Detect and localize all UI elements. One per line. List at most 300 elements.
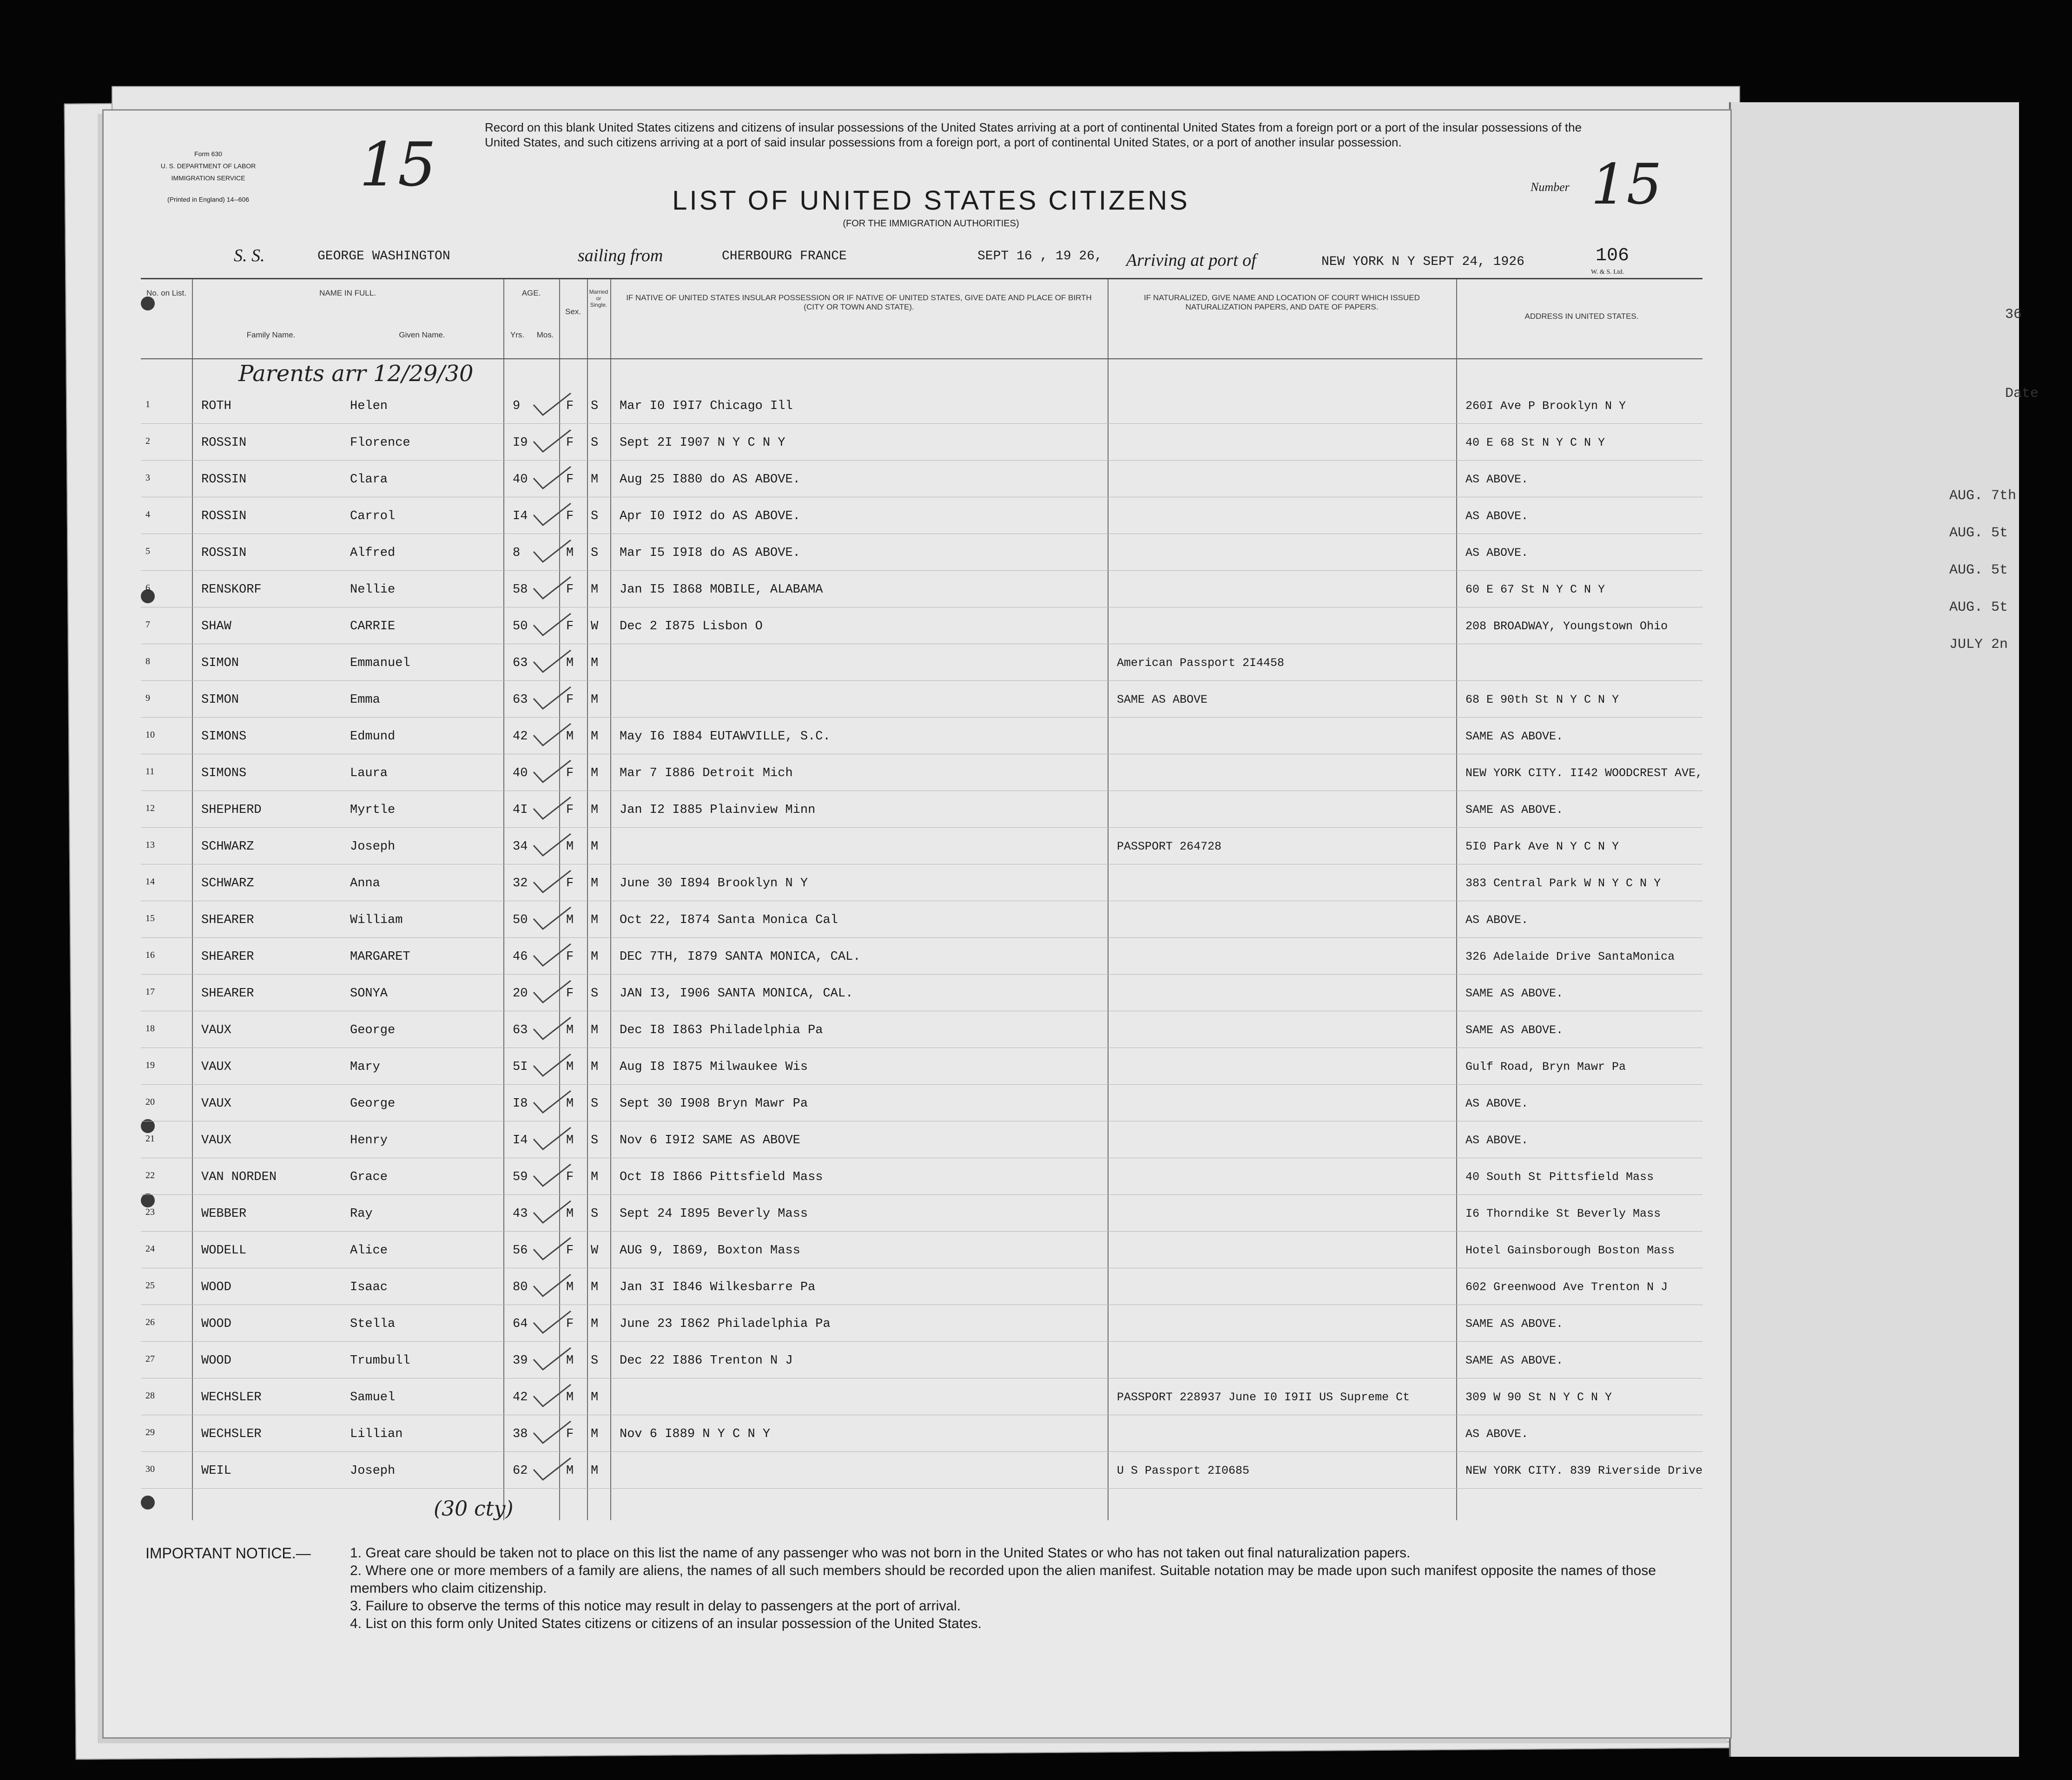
naturalization-info: SAME AS ABOVE <box>1117 693 1208 706</box>
row-number: 3 <box>145 473 150 483</box>
ss-label: S. S. <box>234 246 265 265</box>
given-name: Emmanuel <box>350 656 410 670</box>
row-number: 4 <box>145 509 150 520</box>
checkmark-icon <box>531 831 573 859</box>
address: AS ABOVE. <box>1465 473 1529 486</box>
checkmark-icon <box>531 1419 573 1447</box>
checkmark-icon <box>531 685 573 712</box>
family-name: VAUX <box>201 1097 231 1111</box>
checkmark-icon <box>531 538 573 566</box>
age-years: 56 <box>513 1244 528 1258</box>
given-name: George <box>350 1097 396 1111</box>
address: AS ABOVE. <box>1465 1134 1529 1147</box>
age-years: I8 <box>513 1097 528 1111</box>
sex: F <box>566 1317 574 1331</box>
family-name: SHEARER <box>201 913 254 927</box>
address: 40 E 68 St N Y C N Y <box>1465 436 1605 449</box>
form-service: IMMIGRATION SERVICE <box>171 174 245 182</box>
row-number: 9 <box>145 693 150 703</box>
given-name: George <box>350 1023 396 1037</box>
sex: F <box>566 620 574 633</box>
given-name: SONYA <box>350 987 388 1001</box>
family-name: SCHWARZ <box>201 840 254 854</box>
marital-status: W <box>591 620 599 633</box>
address: 40 South St Pittsfield Mass <box>1465 1170 1654 1184</box>
checkmark-icon <box>531 758 573 786</box>
marital-status: M <box>591 1427 599 1441</box>
family-name: SCHWARZ <box>201 877 254 890</box>
family-name: VAUX <box>201 1023 231 1037</box>
row-divider <box>141 1341 1702 1342</box>
row-divider <box>141 1084 1702 1085</box>
address: Hotel Gainsborough Boston Mass <box>1465 1244 1675 1257</box>
birth-info: Dec 2 I875 Lisbon O <box>620 620 763 633</box>
arriving-label: Arriving at port of <box>1126 251 1256 270</box>
birth-info: June 30 I894 Brooklyn N Y <box>620 877 808 890</box>
header-address: ADDRESS IN UNITED STATES. <box>1524 312 1639 321</box>
row-number: 20 <box>145 1097 155 1107</box>
given-name: Clara <box>350 473 388 487</box>
sailing-date: SEPT 16 , 19 26, <box>977 249 1102 264</box>
row-number: 10 <box>145 730 155 740</box>
sex: M <box>566 1464 574 1478</box>
page-number: 106 <box>1596 245 1630 266</box>
adjacent-sheet-number: 36 <box>2005 307 2022 323</box>
marital-status: M <box>591 950 599 964</box>
checkmark-icon <box>531 905 573 933</box>
row-number: 2 <box>145 436 150 446</box>
sex: M <box>566 1207 574 1221</box>
sex: F <box>566 1427 574 1441</box>
marital-status: M <box>591 1391 599 1404</box>
sex: M <box>566 1354 574 1368</box>
family-name: WEIL <box>201 1464 231 1478</box>
row-number: 11 <box>145 766 155 777</box>
family-name: SHEARER <box>201 950 254 964</box>
sex: F <box>566 1244 574 1258</box>
row-number: 29 <box>145 1427 155 1437</box>
family-name: WODELL <box>201 1244 247 1258</box>
row-divider <box>141 717 1702 718</box>
given-name: Alfred <box>350 546 396 560</box>
notice-item: 2. Where one or more members of a family are aliens, the names of all such members should be recorded upon the alien manifest. Suitable notation may be made upon such manifest opposite the names of those members who claim citizenship. <box>350 1563 1656 1596</box>
birth-info: Nov 6 I889 N Y C N Y <box>620 1427 771 1441</box>
checkmark-icon <box>531 611 573 639</box>
birth-info: Oct 22, I874 Santa Monica Cal <box>620 913 838 927</box>
given-name: Mary <box>350 1060 380 1074</box>
marital-status: S <box>591 546 599 560</box>
adjacent-sheet <box>1729 102 2039 1757</box>
address: 309 W 90 St N Y C N Y <box>1465 1391 1612 1404</box>
checkmark-icon <box>531 1456 573 1483</box>
given-name: Henry <box>350 1134 388 1147</box>
sex: F <box>566 583 574 597</box>
address: 68 E 90th St N Y C N Y <box>1465 693 1619 706</box>
column-divider <box>1456 279 1457 1520</box>
age-years: 80 <box>513 1280 528 1294</box>
family-name: ROSSIN <box>201 509 247 523</box>
notice-item: 3. Failure to observe the terms of this notice may result in delay to passengers at the port of arrival. <box>350 1598 961 1614</box>
given-name: Joseph <box>350 840 396 854</box>
marital-status: M <box>591 766 599 780</box>
family-name: SIMONS <box>201 766 247 780</box>
record-instructions: Record on this blank United States citizens and citizens of insular possessions of the United States arriving at a port of continental United States from a foreign port or a port of the insular possessions of the United States, and such citizens arriving at a port of said insular possessions from a foreign port, a port of continental United States, or a port of another insular possession. <box>485 120 1582 149</box>
form-number: Form 630 <box>194 150 222 158</box>
manifest-page <box>102 109 1732 1739</box>
address: Gulf Road, Bryn Mawr Pa <box>1465 1060 1626 1074</box>
family-name: ROTH <box>201 399 231 413</box>
address: 60 E 67 St N Y C N Y <box>1465 583 1605 596</box>
header-married: Married or Single. <box>589 289 608 308</box>
age-years: 62 <box>513 1464 528 1478</box>
header-name: NAME IN FULL. <box>319 289 376 297</box>
family-name: SHEARER <box>201 987 254 1001</box>
header-naturalized: IF NATURALIZED, GIVE NAME AND LOCATION OF COURT WHICH ISSUED NATURALIZATION PAPERS, AND DATE OF PAPERS. <box>1144 293 1420 311</box>
family-name: WOOD <box>201 1280 231 1294</box>
row-divider <box>141 1194 1702 1195</box>
adjacent-sheet-label: Date <box>2005 386 2039 402</box>
family-name: WEBBER <box>201 1207 247 1221</box>
notice-item: 4. List on this form only United States citizens or citizens of an insular possession of the United States. <box>350 1616 982 1631</box>
column-divider <box>503 279 504 1520</box>
birth-info: May I6 I884 EUTAWVILLE, S.C. <box>620 730 831 744</box>
row-number: 17 <box>145 987 155 997</box>
checkmark-icon <box>531 1235 573 1263</box>
address: I6 Thorndike St Beverly Mass <box>1465 1207 1661 1220</box>
header-sex: Sex. <box>565 307 581 316</box>
marital-status: M <box>591 656 599 670</box>
address: AS ABOVE. <box>1465 913 1529 927</box>
checkmark-icon <box>531 1382 573 1410</box>
address: SAME AS ABOVE. <box>1465 987 1564 1000</box>
birth-info: Oct I8 I866 Pittsfield Mass <box>620 1170 823 1184</box>
given-name: Stella <box>350 1317 396 1331</box>
checkmark-icon <box>531 1272 573 1300</box>
sex: F <box>566 436 574 450</box>
adjacent-date: AUG. 7th <box>1949 488 2017 504</box>
marital-status: M <box>591 1023 599 1037</box>
sex: M <box>566 656 574 670</box>
address: AS ABOVE. <box>1465 509 1529 523</box>
checkmark-icon <box>531 942 573 969</box>
checkmark-icon <box>531 428 573 455</box>
column-divider <box>587 279 588 1520</box>
checkmark-icon <box>531 795 573 823</box>
naturalization-info: U S Passport 2I0685 <box>1117 1464 1250 1477</box>
given-name: Joseph <box>350 1464 396 1478</box>
number-label: Number <box>1531 180 1570 194</box>
given-name: Anna <box>350 877 380 890</box>
birth-info: Aug 25 I880 do AS ABOVE. <box>620 473 800 487</box>
header-given: Given Name. <box>399 330 445 339</box>
checkmark-icon <box>531 868 573 896</box>
form-department: U. S. DEPARTMENT OF LABOR <box>160 162 256 170</box>
given-name: Florence <box>350 436 410 450</box>
row-divider <box>141 1488 1702 1489</box>
given-name: Emma <box>350 693 380 707</box>
age-years: 4I <box>513 803 528 817</box>
address: SAME AS ABOVE. <box>1465 1317 1564 1331</box>
checkmark-icon <box>531 1162 573 1190</box>
given-name: Grace <box>350 1170 388 1184</box>
age-years: 50 <box>513 620 528 633</box>
birth-info: DEC 7TH, I879 SANTA MONICA, CAL. <box>620 950 861 964</box>
age-years: I4 <box>513 1134 528 1147</box>
row-divider <box>141 423 1702 424</box>
form-info <box>145 148 271 205</box>
given-name: Lillian <box>350 1427 403 1441</box>
address: NEW YORK CITY. II42 WOODCREST AVE, <box>1465 766 1703 780</box>
birth-info: Jan I2 I885 Plainview Minn <box>620 803 816 817</box>
marital-status: S <box>591 399 599 413</box>
row-number: 13 <box>145 840 155 850</box>
row-number: 19 <box>145 1060 155 1070</box>
age-years: 63 <box>513 656 528 670</box>
row-number: 6 <box>145 583 150 593</box>
family-name: WECHSLER <box>201 1427 262 1441</box>
given-name: Laura <box>350 766 388 780</box>
given-name: CARRIE <box>350 620 396 633</box>
sex: F <box>566 803 574 817</box>
sailing-label: sailing from <box>578 246 663 265</box>
adjacent-date: AUG. 5t <box>1949 525 2008 541</box>
checkmark-icon <box>531 648 573 676</box>
birth-info: Mar 7 I886 Detroit Mich <box>620 766 793 780</box>
family-name: SIMON <box>201 656 239 670</box>
row-divider <box>141 1451 1702 1452</box>
row-divider <box>141 974 1702 975</box>
given-name: Ray <box>350 1207 373 1221</box>
age-years: 42 <box>513 730 528 744</box>
address: 383 Central Park W N Y C N Y <box>1465 877 1661 890</box>
age-years: 46 <box>513 950 528 964</box>
adjacent-date: AUG. 5t <box>1949 562 2008 578</box>
address: NEW YORK CITY. 839 Riverside Drive <box>1465 1464 1703 1477</box>
sex: M <box>566 1391 574 1404</box>
checkmark-icon <box>531 1052 573 1080</box>
checkmark-icon <box>531 721 573 749</box>
birth-info: Aug I8 I875 Milwaukee Wis <box>620 1060 808 1074</box>
marital-status: S <box>591 1134 599 1147</box>
age-years: 42 <box>513 1391 528 1404</box>
given-name: Isaac <box>350 1280 388 1294</box>
sex: F <box>566 693 574 707</box>
family-name: SIMONS <box>201 730 247 744</box>
family-name: ROSSIN <box>201 436 247 450</box>
sex: M <box>566 730 574 744</box>
age-years: 38 <box>513 1427 528 1441</box>
marital-status: S <box>591 436 599 450</box>
family-name: WECHSLER <box>201 1391 262 1404</box>
notice-items <box>350 1544 1679 1633</box>
address: 602 Greenwood Ave Trenton N J <box>1465 1280 1668 1294</box>
row-number: 25 <box>145 1280 155 1291</box>
passenger-table <box>141 278 1702 1520</box>
given-name: Edmund <box>350 730 396 744</box>
marital-status: M <box>591 840 599 854</box>
age-years: 43 <box>513 1207 528 1221</box>
address: 5I0 Park Ave N Y C N Y <box>1465 840 1619 853</box>
age-years: 20 <box>513 987 528 1001</box>
age-years: 32 <box>513 877 528 890</box>
naturalization-info: PASSPORT 228937 June I0 I9II US Supreme Ct <box>1117 1391 1410 1404</box>
row-divider <box>141 827 1702 828</box>
age-years: 9 <box>513 399 521 413</box>
given-name: Carrol <box>350 509 396 523</box>
marital-status: M <box>591 583 599 597</box>
marital-status: M <box>591 877 599 890</box>
adjacent-date: AUG. 5t <box>1949 600 2008 615</box>
sex: F <box>566 473 574 487</box>
birth-info: Sept 24 I895 Beverly Mass <box>620 1207 808 1221</box>
birth-info: Mar I5 I9I8 do AS ABOVE. <box>620 546 800 560</box>
naturalization-info: PASSPORT 264728 <box>1117 840 1222 853</box>
age-years: 64 <box>513 1317 528 1331</box>
sex: M <box>566 1134 574 1147</box>
given-name: Nellie <box>350 583 396 597</box>
header-birth: IF NATIVE OF UNITED STATES INSULAR POSSESSION OR IF NATIVE OF UNITED STATES, GIVE DATE AND PLACE OF BIRTH (CITY OR TOWN AND STATE). <box>626 293 1092 311</box>
family-name: WOOD <box>201 1354 231 1368</box>
address: SAME AS ABOVE. <box>1465 730 1564 743</box>
birth-info: Mar I0 I9I7 Chicago Ill <box>620 399 793 413</box>
sex: M <box>566 840 574 854</box>
birth-info: Sept 2I I907 N Y C N Y <box>620 436 785 450</box>
address: 208 BROADWAY, Youngstown Ohio <box>1465 620 1668 633</box>
row-number: 16 <box>145 950 155 960</box>
birth-info: Dec 22 I886 Trenton N J <box>620 1354 793 1368</box>
sex: M <box>566 1023 574 1037</box>
marital-status: M <box>591 473 599 487</box>
age-years: 59 <box>513 1170 528 1184</box>
checkmark-icon <box>531 574 573 602</box>
sex: M <box>566 1060 574 1074</box>
header-no: No. on List. <box>146 289 186 297</box>
sex: M <box>566 1280 574 1294</box>
row-number: 30 <box>145 1464 155 1474</box>
family-name: SHEPHERD <box>201 803 262 817</box>
column-divider <box>610 279 611 1520</box>
address: SAME AS ABOVE. <box>1465 1354 1564 1367</box>
sex: F <box>566 950 574 964</box>
given-name: Helen <box>350 399 388 413</box>
row-number: 27 <box>145 1354 155 1364</box>
checkmark-icon <box>531 1088 573 1116</box>
age-years: 58 <box>513 583 528 597</box>
row-number: 18 <box>145 1023 155 1034</box>
checkmark-icon <box>531 1199 573 1226</box>
family-name: VAUX <box>201 1134 231 1147</box>
given-name: Trumbull <box>350 1354 410 1368</box>
handwritten-list-number: 15 <box>359 129 436 200</box>
sex: F <box>566 877 574 890</box>
row-number: 26 <box>145 1317 155 1327</box>
row-number: 12 <box>145 803 155 813</box>
row-number: 14 <box>145 877 155 887</box>
checkmark-icon <box>531 1345 573 1373</box>
age-years: I9 <box>513 436 528 450</box>
handwritten-annotation: Parents arr 12/29/30 <box>238 361 474 387</box>
checkmark-icon <box>531 1309 573 1337</box>
row-divider <box>141 1231 1702 1232</box>
notice-item: 1. Great care should be taken not to place on this list the name of any passenger who was not born in the United States or who has not taken out final naturalization papers. <box>350 1545 1411 1561</box>
row-divider <box>141 937 1702 938</box>
header-age: AGE. <box>521 289 541 297</box>
family-name: VAN NORDEN <box>201 1170 277 1184</box>
row-number: 23 <box>145 1207 155 1217</box>
birth-info: Apr I0 I9I2 do AS ABOVE. <box>620 509 800 523</box>
age-years: I4 <box>513 509 528 523</box>
checkmark-icon <box>531 1125 573 1153</box>
family-name: VAUX <box>201 1060 231 1074</box>
row-number: 7 <box>145 620 150 630</box>
age-years: 50 <box>513 913 528 927</box>
form-printed: (Printed in England) 14--606 <box>167 196 249 203</box>
sex: F <box>566 766 574 780</box>
age-years: 39 <box>513 1354 528 1368</box>
marital-status: S <box>591 1207 599 1221</box>
notice-label: IMPORTANT NOTICE.— <box>145 1545 311 1562</box>
age-years: 40 <box>513 766 528 780</box>
row-number: 24 <box>145 1244 155 1254</box>
birth-info: June 23 I862 Philadelphia Pa <box>620 1317 831 1331</box>
age-years: 5I <box>513 1060 528 1074</box>
header-yrs: Yrs. <box>510 330 525 339</box>
row-divider <box>141 460 1702 461</box>
given-name: William <box>350 913 403 927</box>
row-number: 21 <box>145 1134 155 1144</box>
address: AS ABOVE. <box>1465 1427 1529 1441</box>
sex: M <box>566 546 574 560</box>
marital-status: S <box>591 987 599 1001</box>
address: AS ABOVE. <box>1465 1097 1529 1110</box>
marital-status: W <box>591 1244 599 1258</box>
marital-status: S <box>591 1354 599 1368</box>
family-name: ROSSIN <box>201 473 247 487</box>
marital-status: M <box>591 803 599 817</box>
checkmark-icon <box>531 391 573 419</box>
given-name: MARGARET <box>350 950 410 964</box>
birth-info: Nov 6 I9I2 SAME AS ABOVE <box>620 1134 800 1147</box>
age-years: 34 <box>513 840 528 854</box>
sex: M <box>566 913 574 927</box>
handwritten-total: (30 cty) <box>434 1497 514 1521</box>
family-name: SHAW <box>201 620 231 633</box>
birth-info: Dec I8 I863 Philadelphia Pa <box>620 1023 823 1037</box>
sex: M <box>566 1097 574 1111</box>
address: 260I Ave P Brooklyn N Y <box>1465 399 1626 413</box>
row-number: 15 <box>145 913 155 923</box>
departure-port: CHERBOURG FRANCE <box>722 249 847 264</box>
checkmark-icon <box>531 1015 573 1043</box>
sex: F <box>566 399 574 413</box>
address: 326 Adelaide Drive SantaMonica <box>1465 950 1675 963</box>
marital-status: M <box>591 913 599 927</box>
row-number: 8 <box>145 656 150 666</box>
row-divider <box>141 680 1702 681</box>
marital-status: M <box>591 1317 599 1331</box>
birth-info: Jan I5 I868 MOBILE, ALABAMA <box>620 583 823 597</box>
birth-info: Jan 3I I846 Wilkesbarre Pa <box>620 1280 816 1294</box>
birth-info: JAN I3, I906 SANTA MONICA, CAL. <box>620 987 853 1001</box>
address: AS ABOVE. <box>1465 546 1529 560</box>
address: SAME AS ABOVE. <box>1465 1023 1564 1037</box>
marital-status: M <box>591 1060 599 1074</box>
row-number: 22 <box>145 1170 155 1180</box>
page-title: LIST OF UNITED STATES CITIZENS <box>672 185 1190 216</box>
age-years: 63 <box>513 1023 528 1037</box>
marital-status: M <box>591 730 599 744</box>
header-divider <box>141 358 1702 359</box>
